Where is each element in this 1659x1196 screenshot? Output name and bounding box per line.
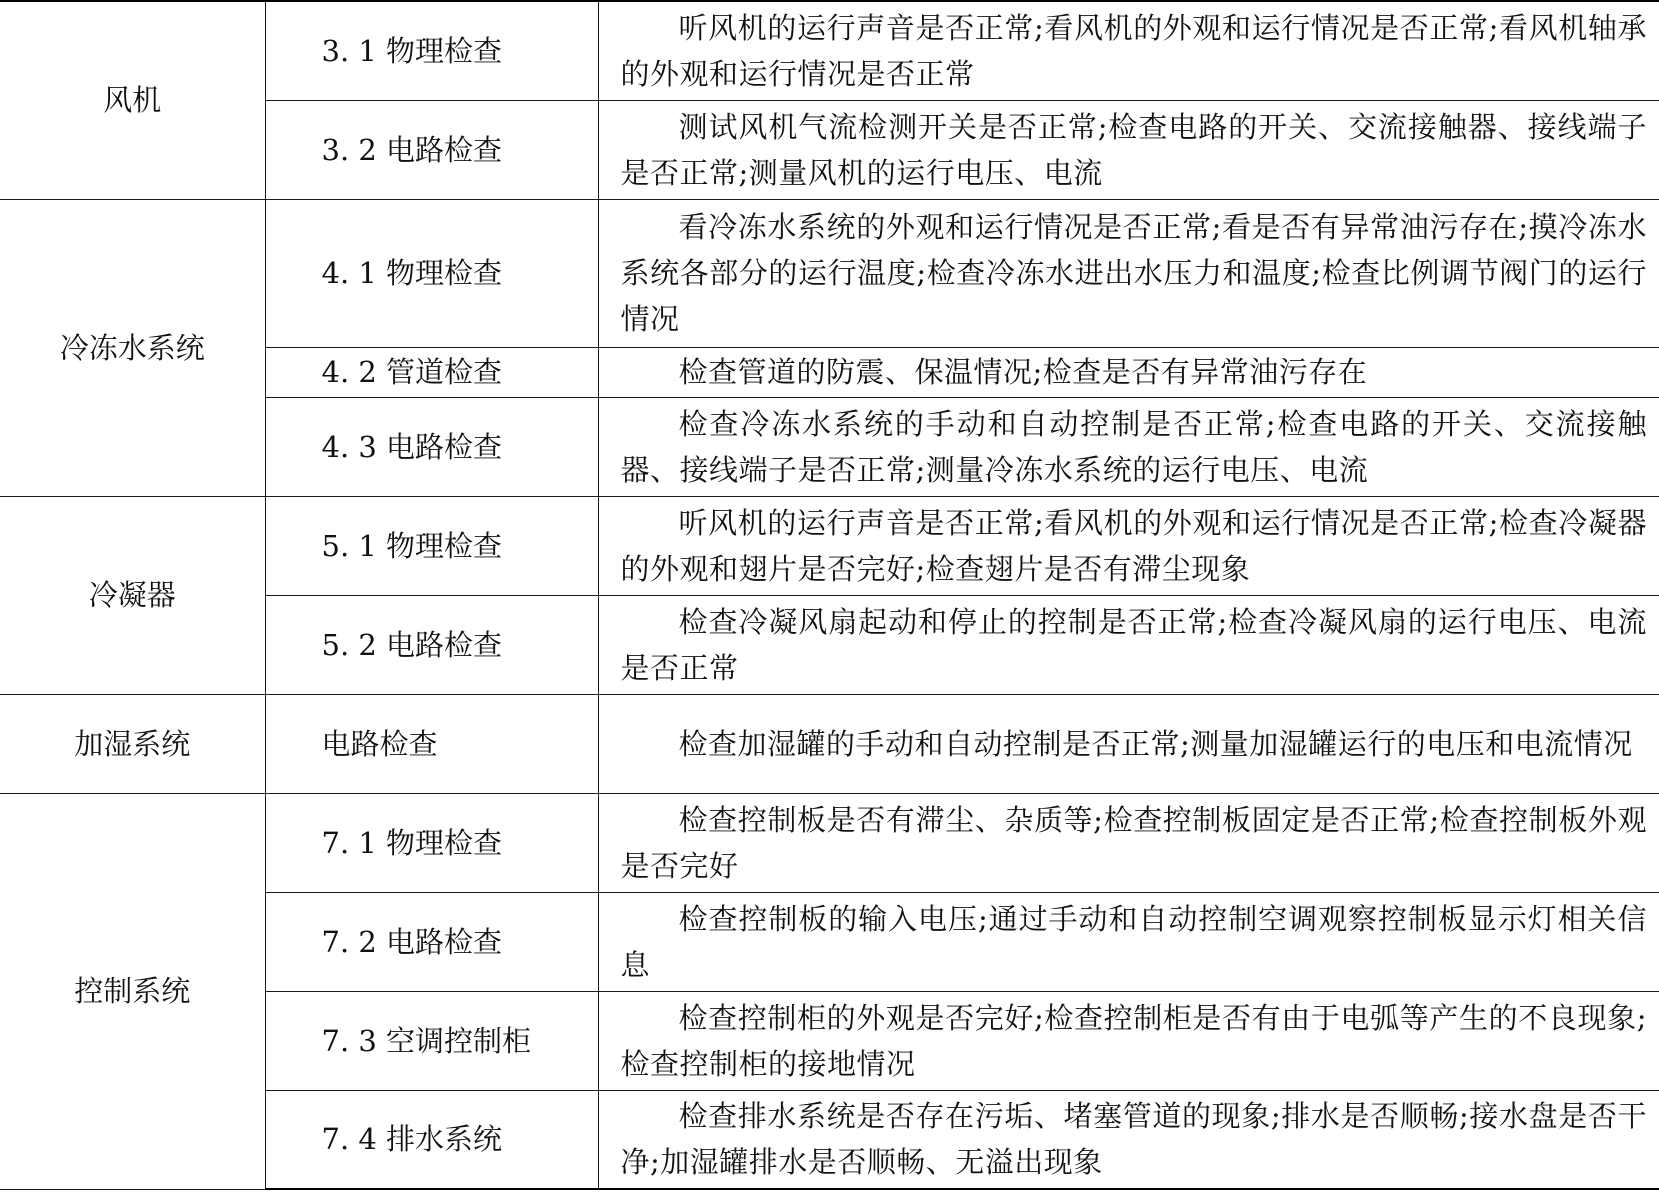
description-cell: 听风机的运行声音是否正常;看风机的外观和运行情况是否正常;看风机轴承的外观和运行情况是否正常 xyxy=(598,1,1659,100)
category-cell: 控制系统 xyxy=(0,793,265,1189)
description-cell: 检查排水系统是否存在污垢、堵塞管道的现象;排水是否顺畅;接水盘是否干净;加湿罐排水是否顺畅、无溢出现象 xyxy=(598,1090,1659,1189)
item-cell: 5. 1 物理检查 xyxy=(265,496,598,595)
description-cell: 听风机的运行声音是否正常;看风机的外观和运行情况是否正常;检查冷凝器的外观和翅片是否完好;检查翅片是否有滞尘现象 xyxy=(598,496,1659,595)
description-cell: 看冷冻水系统的外观和运行情况是否正常;看是否有异常油污存在;摸冷冻水系统各部分的运行温度;检查冷冻水进出水压力和温度;检查比例调节阀门的运行情况 xyxy=(598,199,1659,347)
category-cell: 冷冻水系统 xyxy=(0,199,265,496)
item-cell: 4. 1 物理检查 xyxy=(265,199,598,347)
item-cell: 3. 2 电路检查 xyxy=(265,100,598,199)
table-row xyxy=(0,496,1659,595)
description-cell: 检查控制柜的外观是否完好;检查控制柜是否有由于电弧等产生的不良现象;检查控制柜的接地情况 xyxy=(598,991,1659,1090)
description-cell: 检查控制板的输入电压;通过手动和自动控制空调观察控制板显示灯相关信息 xyxy=(598,892,1659,991)
table-row xyxy=(0,199,1659,347)
category-cell: 冷凝器 xyxy=(0,496,265,694)
item-cell: 7. 1 物理检查 xyxy=(265,793,598,892)
table-row xyxy=(0,793,1659,892)
item-cell: 5. 2 电路检查 xyxy=(265,595,598,694)
item-cell: 4. 3 电路检查 xyxy=(265,397,598,496)
category-cell: 加湿系统 xyxy=(0,694,265,793)
description-cell: 检查管道的防震、保温情况;检查是否有异常油污存在 xyxy=(598,347,1659,397)
table-row xyxy=(0,694,1659,793)
item-cell: 7. 4 排水系统 xyxy=(265,1090,598,1189)
item-cell: 电路检查 xyxy=(265,694,598,793)
description-cell: 测试风机气流检测开关是否正常;检查电路的开关、交流接触器、接线端子是否正常;测量风机的运行电压、电流 xyxy=(598,100,1659,199)
description-cell: 检查控制板是否有滞尘、杂质等;检查控制板固定是否正常;检查控制板外观是否完好 xyxy=(598,793,1659,892)
table-row xyxy=(0,1,1659,100)
item-cell: 7. 2 电路检查 xyxy=(265,892,598,991)
item-cell: 7. 3 空调控制柜 xyxy=(265,991,598,1090)
item-cell: 4. 2 管道检查 xyxy=(265,347,598,397)
category-cell: 风机 xyxy=(0,1,265,199)
description-cell: 检查冷冻水系统的手动和自动控制是否正常;检查电路的开关、交流接触器、接线端子是否正常;测量冷冻水系统的运行电压、电流 xyxy=(598,397,1659,496)
item-cell: 3. 1 物理检查 xyxy=(265,1,598,100)
description-cell: 检查冷凝风扇起动和停止的控制是否正常;检查冷凝风扇的运行电压、电流是否正常 xyxy=(598,595,1659,694)
description-cell: 检查加湿罐的手动和自动控制是否正常;测量加湿罐运行的电压和电流情况 xyxy=(598,694,1659,793)
